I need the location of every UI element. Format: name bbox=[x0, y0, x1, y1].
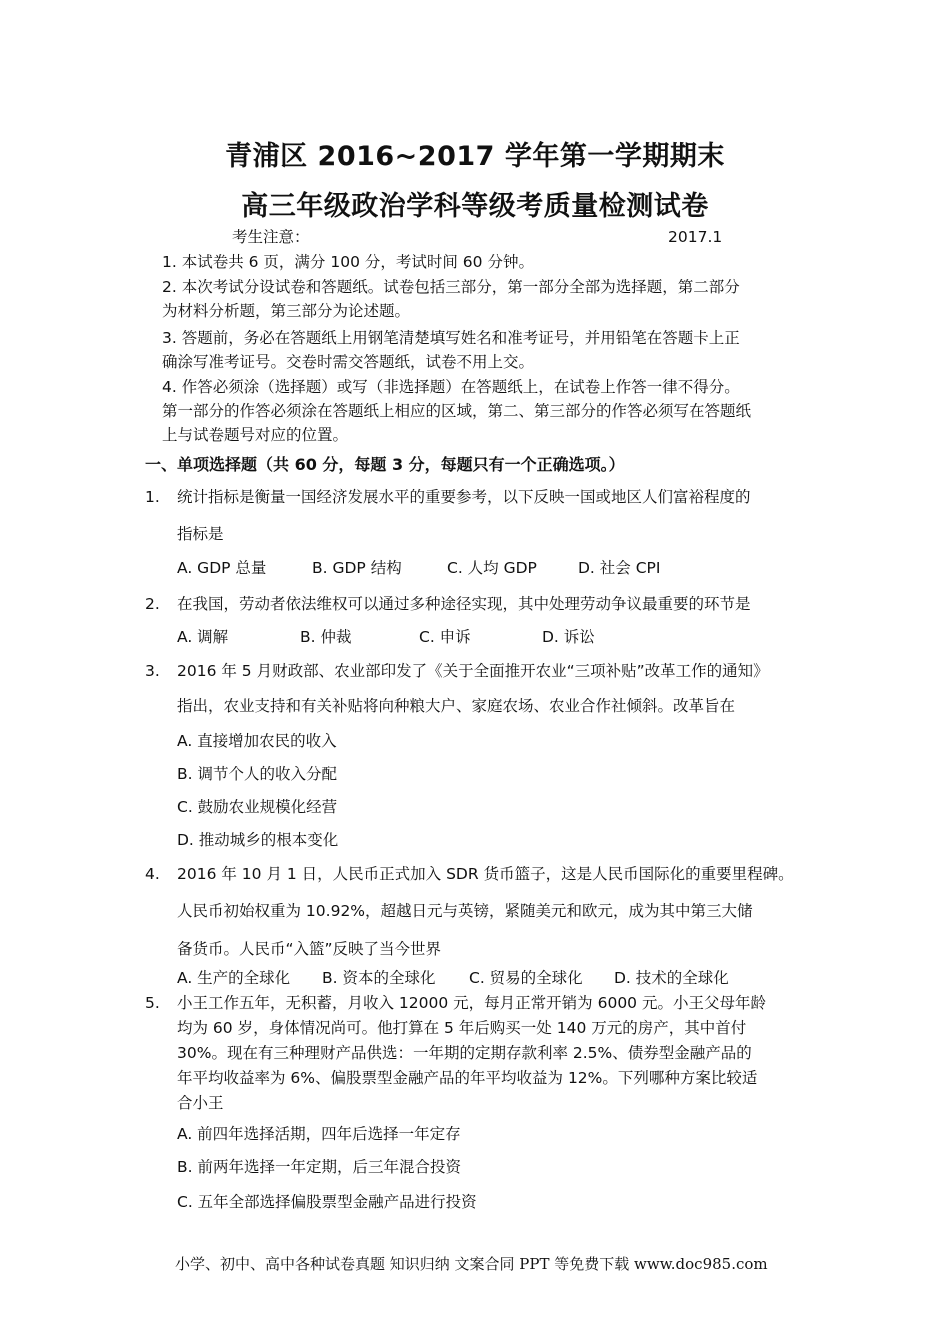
q5-option-a: A. 前四年选择活期，四年后选择一年定存 bbox=[177, 1125, 461, 1143]
question-5-text: 小王工作五年，无积蓄，月收入 12000 元，每月正常开销为 6000 元。小王父母年龄 bbox=[177, 994, 766, 1012]
exam-title-line-2: 高三年级政治学科等级考质量检测试卷 bbox=[241, 191, 709, 222]
q1-option-a: A. GDP 总量 bbox=[177, 559, 267, 577]
notice-item-2-cont: 为材料分析题，第三部分为论述题。 bbox=[162, 302, 411, 320]
notice-item-3: 3. 答题前，务必在答题纸上用钢笔清楚填写姓名和准考证号，并用铅笔在答题卡上正 bbox=[162, 329, 740, 347]
footer-text: 小学、初中、高中各种试卷真题 知识归纳 文案合同 PPT 等免费下载 www.doc985.com bbox=[175, 1255, 768, 1273]
exam-title-line-1: 青浦区 2016~2017 学年第一学期期末 bbox=[225, 141, 725, 172]
question-4-text-cont: 人民币初始权重为 10.92%，超越日元与英镑，紧随美元和欧元，成为其中第三大储 bbox=[177, 902, 753, 920]
q2-option-d: D. 诉讼 bbox=[542, 628, 595, 646]
q4-option-d: D. 技术的全球化 bbox=[614, 969, 729, 987]
question-5-text-cont: 合小王 bbox=[177, 1094, 224, 1112]
notice-item-4: 4. 作答必须涂（选择题）或写（非选择题）在答题纸上，在试卷上作答一律不得分。 bbox=[162, 378, 740, 396]
notice-item-4-cont: 第一部分的作答必须涂在答题纸上相应的区域，第二、第三部分的作答必须写在答题纸 bbox=[162, 402, 752, 420]
question-number: 1. bbox=[145, 488, 160, 506]
question-4-text: 2016 年 10 月 1 日，人民币正式加入 SDR 货币篮子，这是人民币国际化的重要里程碑。 bbox=[177, 865, 794, 883]
q1-option-b: B. GDP 结构 bbox=[312, 559, 402, 577]
q2-option-a: A. 调解 bbox=[177, 628, 229, 646]
question-4-text-cont-2: 备货币。人民币“入篮”反映了当今世界 bbox=[177, 940, 442, 958]
notice-item-3-cont: 确涂写准考证号。交卷时需交答题纸，试卷不用上交。 bbox=[162, 353, 535, 371]
section-heading: 一、单项选择题（共 60 分，每题 3 分，每题只有一个正确选项。） bbox=[145, 455, 625, 474]
q2-option-b: B. 仲裁 bbox=[300, 628, 352, 646]
question-3-text-cont: 指出，农业支持和有关补贴将向种粮大户、家庭农场、农业合作社倾斜。改革旨在 bbox=[177, 697, 736, 715]
exam-date: 2017.1 bbox=[668, 228, 723, 246]
question-1-text: 统计指标是衡量一国经济发展水平的重要参考，以下反映一国或地区人们富裕程度的 bbox=[177, 488, 751, 506]
notice-label: 考生注意： bbox=[232, 228, 310, 246]
q3-option-a: A. 直接增加农民的收入 bbox=[177, 732, 337, 750]
question-number: 3. bbox=[145, 662, 160, 680]
question-number: 2. bbox=[145, 595, 160, 613]
question-1-text-cont: 指标是 bbox=[177, 525, 224, 543]
q4-option-c: C. 贸易的全球化 bbox=[469, 969, 583, 987]
notice-item-2: 2. 本次考试分设试卷和答题纸。试卷包括三部分，第一部分全部为选择题，第二部分 bbox=[162, 278, 740, 296]
question-5-text-cont: 均为 60 岁，身体情况尚可。他打算在 5 年后购买一处 140 万元的房产，其中首付 bbox=[177, 1019, 747, 1037]
question-number: 4. bbox=[145, 865, 160, 883]
question-5-text-cont: 30%。现在有三种理财产品供选：一年期的定期存款利率 2.5%、债券型金融产品的 bbox=[177, 1044, 752, 1062]
q5-option-b: B. 前两年选择一年定期，后三年混合投资 bbox=[177, 1158, 461, 1176]
q3-option-d: D. 推动城乡的根本变化 bbox=[177, 831, 339, 849]
q5-option-c: C. 五年全部选择偏股票型金融产品进行投资 bbox=[177, 1193, 477, 1211]
q2-option-c: C. 申诉 bbox=[419, 628, 471, 646]
notice-item-1: 1. 本试卷共 6 页，满分 100 分，考试时间 60 分钟。 bbox=[162, 253, 534, 271]
q4-option-b: B. 资本的全球化 bbox=[322, 969, 436, 987]
question-3-text: 2016 年 5 月财政部、农业部印发了《关于全面推开农业“三项补贴”改革工作的通知》 bbox=[177, 662, 769, 680]
q3-option-b: B. 调节个人的收入分配 bbox=[177, 765, 337, 783]
q3-option-c: C. 鼓励农业规模化经营 bbox=[177, 798, 338, 816]
q1-option-d: D. 社会 CPI bbox=[578, 559, 661, 577]
q1-option-c: C. 人均 GDP bbox=[447, 559, 537, 577]
question-number: 5. bbox=[145, 994, 160, 1012]
q4-option-a: A. 生产的全球化 bbox=[177, 969, 291, 987]
notice-item-4-cont-2: 上与试卷题号对应的位置。 bbox=[162, 426, 349, 444]
question-5-text-cont: 年平均收益率为 6%、偏股票型金融产品的年平均收益为 12%。下列哪种方案比较适 bbox=[177, 1069, 758, 1087]
question-2-text: 在我国，劳动者依法维权可以通过多种途径实现，其中处理劳动争议最重要的环节是 bbox=[177, 595, 751, 613]
